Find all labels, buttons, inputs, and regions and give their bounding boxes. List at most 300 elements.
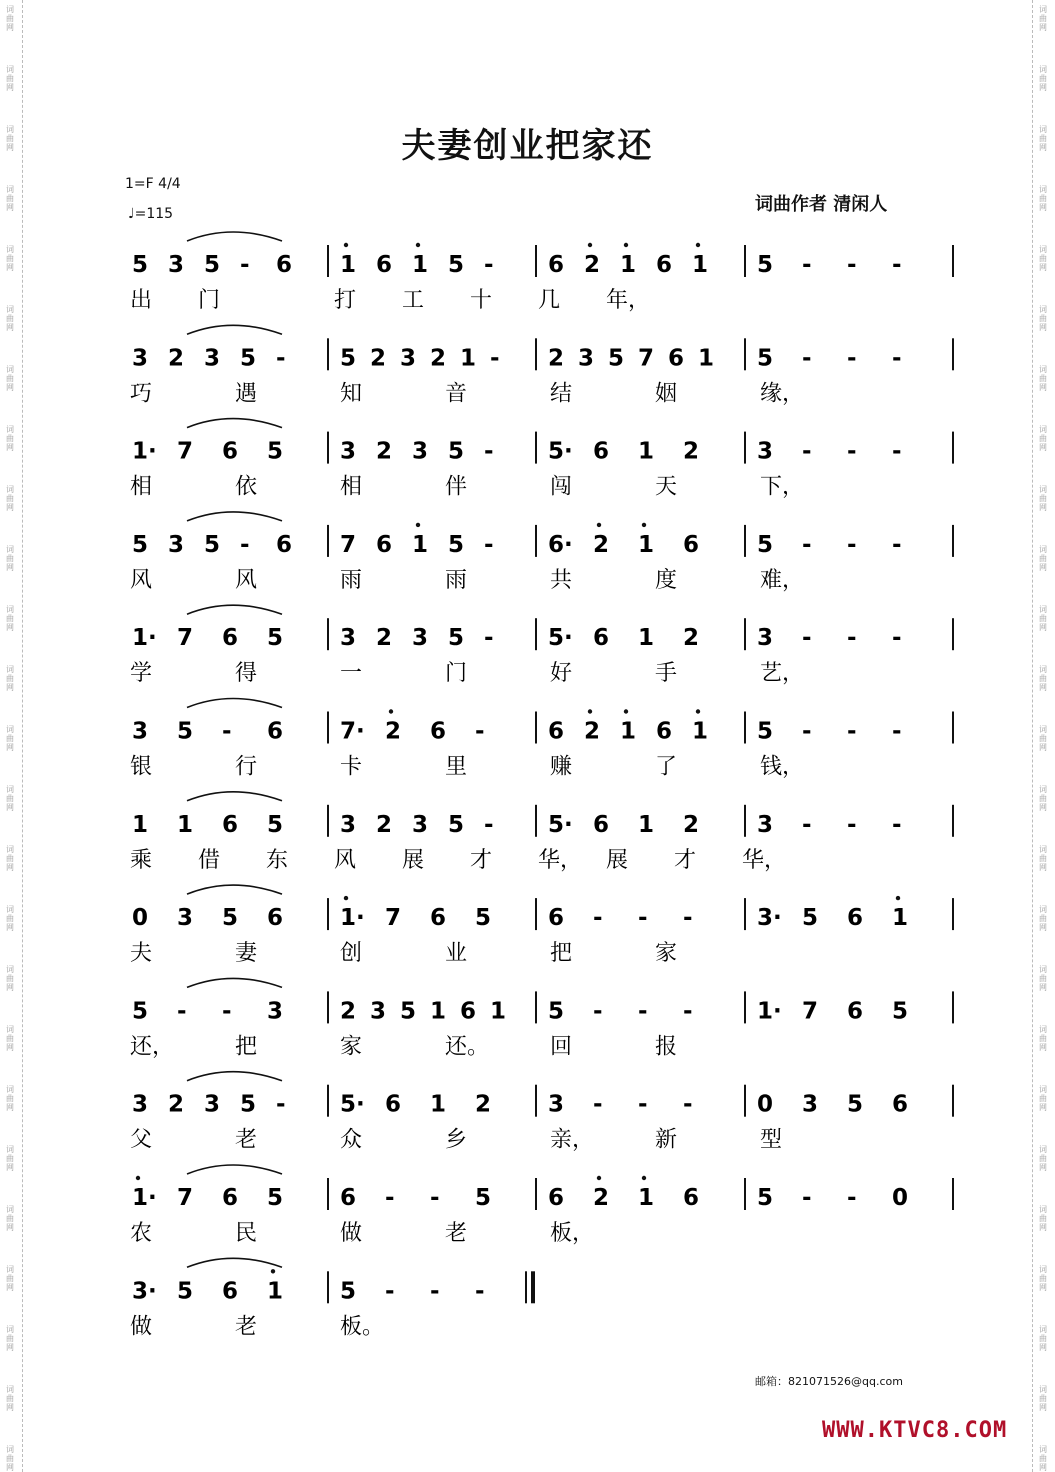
slur [187, 605, 282, 614]
lyric-char: 业 [445, 941, 468, 967]
note: 1 [698, 345, 715, 372]
lyric-char: 巧 [130, 381, 153, 407]
note: 6 [376, 252, 393, 278]
lyric-char: 卡 [340, 754, 363, 780]
lyric-char: 老 [445, 1221, 468, 1246]
note: 6 [593, 811, 610, 838]
note: 6 [430, 718, 447, 745]
lyric-char: 了 [655, 754, 678, 780]
note: 5 [267, 625, 284, 652]
note: 6 [892, 1091, 909, 1118]
lyric-char: 父 [130, 1127, 153, 1153]
watermark-text: 词曲网 [1039, 1445, 1047, 1472]
note: 5 [448, 625, 465, 652]
note: 5 [204, 531, 221, 558]
note: - [276, 1091, 286, 1118]
note: 3 [757, 811, 774, 838]
note: 5· [548, 438, 573, 465]
octave-dot [696, 709, 700, 713]
note: 3 [340, 438, 357, 465]
note: - [802, 811, 812, 838]
note: - [385, 1278, 395, 1305]
note: 3 [204, 1091, 221, 1118]
note: 1 [620, 252, 637, 278]
lyric-char: 回 [550, 1034, 573, 1060]
lyric-char: 度 [655, 567, 678, 593]
watermark-text: 词曲网 [1039, 725, 1047, 752]
lyric-char: 华， [538, 847, 583, 873]
note: 1 [460, 345, 477, 372]
watermark-text: 词曲网 [1039, 1205, 1047, 1232]
note: 3 [757, 625, 774, 652]
lyric-char: 下， [760, 474, 805, 500]
slur [187, 699, 282, 708]
watermark-text: 词曲网 [6, 605, 14, 632]
note: - [847, 438, 857, 465]
email-footer: 邮箱：821071526@qq.com [755, 1375, 903, 1388]
note: 5 [757, 252, 774, 278]
note: - [430, 1185, 440, 1211]
watermark-text: 词曲网 [6, 125, 14, 152]
lyric-char: 才 [674, 847, 697, 873]
note: 6 [276, 531, 293, 558]
note: 1 [638, 1185, 655, 1211]
lyric-char: 风 [235, 567, 258, 593]
note: 6 [548, 1185, 565, 1211]
note: - [222, 998, 232, 1025]
note: - [240, 252, 250, 278]
lyric-char: 东 [266, 847, 289, 873]
note: - [892, 625, 902, 652]
note: - [475, 1278, 485, 1305]
lyric-char: 借 [198, 847, 221, 873]
watermark-text: 词曲网 [1039, 1085, 1047, 1112]
octave-dot [344, 243, 348, 247]
note: - [892, 718, 902, 745]
note: - [802, 252, 812, 278]
note: 1 [892, 905, 909, 932]
watermark-text: 词曲网 [1039, 185, 1047, 212]
watermark-text: 词曲网 [6, 65, 14, 92]
octave-dot [416, 243, 420, 247]
note: 5 [847, 1091, 864, 1118]
lyric-char: 做 [340, 1221, 363, 1246]
note: 0 [757, 1091, 774, 1118]
note: - [484, 625, 494, 652]
lyric-char: 亲， [550, 1127, 595, 1153]
lyric-char: 结 [550, 381, 573, 407]
octave-dot [896, 896, 900, 900]
lyric-char: 工 [402, 288, 425, 313]
note: 5 [548, 998, 565, 1025]
note: 6 [222, 625, 239, 652]
lyric-char: 门 [198, 288, 221, 313]
note: - [484, 438, 494, 465]
watermark-text: 词曲网 [1039, 905, 1047, 932]
note: 5 [448, 438, 465, 465]
note: 5· [548, 811, 573, 838]
lyric-char: 老 [235, 1127, 258, 1153]
note: 3 [412, 811, 429, 838]
note: - [892, 345, 902, 372]
note: 2 [548, 345, 565, 372]
note: 7 [802, 998, 819, 1025]
lyric-char: 妻 [235, 941, 258, 967]
slur [187, 232, 282, 241]
note: - [802, 345, 812, 372]
note: 3 [412, 438, 429, 465]
note: 3 [132, 1091, 149, 1118]
watermark-text: 词曲网 [1039, 365, 1047, 392]
note: 2 [376, 438, 393, 465]
note: 3 [340, 811, 357, 838]
watermark-text: 词曲网 [1039, 1145, 1047, 1172]
lyric-char: 风 [334, 847, 357, 873]
lyric-char: 创 [340, 941, 363, 967]
note: 7 [177, 625, 194, 652]
watermark-text: 词曲网 [6, 5, 14, 32]
lyric-char: 手 [655, 661, 678, 687]
watermark-text: 词曲网 [1039, 665, 1047, 692]
lyric-char: 展 [402, 847, 425, 873]
note: 2 [168, 345, 185, 372]
note: 6 [593, 438, 610, 465]
lyric-char: 钱， [760, 754, 805, 780]
lyric-char: 共 [550, 567, 573, 593]
octave-dot [416, 523, 420, 527]
lyric-char: 风 [130, 567, 153, 593]
note: 3 [204, 345, 221, 372]
note: - [475, 718, 485, 745]
watermark-text: 词曲网 [1039, 605, 1047, 632]
note: 7 [340, 531, 357, 558]
lyric-char: 报 [655, 1034, 678, 1060]
note: 5 [475, 1185, 492, 1211]
note: - [802, 1185, 812, 1211]
note: 6 [683, 531, 700, 558]
lyric-char: 型 [760, 1127, 783, 1153]
watermark-text: 词曲网 [1039, 845, 1047, 872]
note: 5 [240, 1091, 257, 1118]
note: 3 [757, 438, 774, 465]
note: 6 [847, 905, 864, 932]
watermark-text: 词曲网 [6, 1025, 14, 1052]
watermark-text: 词曲网 [1039, 485, 1047, 512]
note: 2 [593, 1185, 610, 1211]
note: 6 [340, 1185, 357, 1211]
note: - [802, 625, 812, 652]
note: 6 [548, 718, 565, 745]
lyric-char: 相 [340, 474, 363, 500]
note: 1· [132, 438, 157, 465]
lyric-char: 板。 [340, 1314, 385, 1340]
note: 1· [132, 625, 157, 652]
lyric-char: 学 [130, 661, 153, 687]
note: 5 [340, 1278, 357, 1305]
note: 1 [490, 998, 507, 1025]
lyric-char: 打 [334, 288, 357, 313]
note: 2 [168, 1091, 185, 1118]
note: - [892, 811, 902, 838]
note: 5 [204, 252, 221, 278]
note: - [638, 998, 648, 1025]
lyric-char: 知 [340, 381, 363, 407]
slur [187, 885, 282, 894]
watermark-text: 词曲网 [1039, 125, 1047, 152]
lyric-char: 板， [550, 1221, 595, 1246]
lyric-char: 依 [235, 474, 258, 500]
lyric-char: 众 [340, 1127, 363, 1153]
note: - [802, 438, 812, 465]
note: 3 [340, 625, 357, 652]
octave-dot [696, 243, 700, 247]
song-title: 夫妻创业把家还 [401, 126, 654, 166]
note: 6 [385, 1091, 402, 1118]
note: 5 [892, 998, 909, 1025]
note: 1 [430, 998, 447, 1025]
note: - [892, 252, 902, 278]
key-text: 1=F [125, 176, 154, 192]
note: 1 [638, 625, 655, 652]
note: 5 [340, 345, 357, 372]
note: 6 [430, 905, 447, 932]
note: 5 [222, 905, 239, 932]
note: - [683, 998, 693, 1025]
watermark-text: 词曲网 [6, 665, 14, 692]
note: 3 [802, 1091, 819, 1118]
slur [187, 1072, 282, 1081]
octave-dot [588, 243, 592, 247]
note: - [847, 625, 857, 652]
note: 6 [276, 252, 293, 278]
note: 2 [683, 811, 700, 838]
lyric-char: 几 [538, 288, 561, 313]
note: 1 [412, 531, 429, 558]
watermark-text: 词曲网 [6, 1385, 14, 1412]
note: 3 [177, 905, 194, 932]
slur [187, 512, 282, 521]
note: 3 [412, 625, 429, 652]
tempo-marking: ♩=115 [128, 206, 174, 222]
lyric-char: 音 [445, 381, 468, 407]
note: - [892, 438, 902, 465]
note: 5 [177, 718, 194, 745]
lyric-char: 门 [445, 661, 468, 687]
slur [187, 1258, 282, 1267]
note: 3 [168, 252, 185, 278]
time-signature: 4/4 [158, 176, 181, 192]
note: 1 [177, 811, 194, 838]
lyric-char: 老 [235, 1314, 258, 1340]
note: 2 [593, 531, 610, 558]
note: 3 [267, 998, 284, 1025]
note: 5 [267, 811, 284, 838]
note: - [484, 252, 494, 278]
lyric-char: 把 [235, 1034, 258, 1060]
note: - [847, 531, 857, 558]
note: 5 [757, 718, 774, 745]
watermark-text: 词曲网 [1039, 965, 1047, 992]
note: 5 [448, 531, 465, 558]
note: 7· [340, 718, 365, 745]
watermark-text: 词曲网 [6, 1145, 14, 1172]
note: 6 [267, 905, 284, 932]
lyric-char: 夫 [130, 941, 153, 967]
octave-dot [642, 523, 646, 527]
watermark-text: 词曲网 [6, 1085, 14, 1112]
note: 2 [683, 438, 700, 465]
note: 5 [608, 345, 625, 372]
note: 3 [578, 345, 595, 372]
octave-dot [344, 896, 348, 900]
note: 5 [757, 1185, 774, 1211]
lyric-char: 缘， [760, 381, 805, 407]
note: 6 [548, 905, 565, 932]
note: 2 [385, 718, 402, 745]
lyric-char: 行 [235, 754, 258, 780]
watermark-text: 词曲网 [6, 365, 14, 392]
note: - [222, 718, 232, 745]
lyric-char: 赚 [550, 754, 573, 780]
note: 5 [802, 905, 819, 932]
slur [187, 978, 282, 987]
lyric-char: 姻 [655, 381, 678, 407]
lyric-char: 乡 [445, 1127, 468, 1153]
octave-dot [624, 709, 628, 713]
lyric-char: 艺， [760, 661, 805, 687]
watermark-text: 词曲网 [6, 1265, 14, 1292]
note: 1 [340, 252, 357, 278]
note: 6 [460, 998, 477, 1025]
watermark-text: 词曲网 [1039, 1025, 1047, 1052]
octave-dot [588, 709, 592, 713]
watermark-text: 词曲网 [1039, 5, 1047, 32]
note: 1 [412, 252, 429, 278]
note: - [240, 531, 250, 558]
note: 6 [376, 531, 393, 558]
note: - [430, 1278, 440, 1305]
note: 1 [430, 1091, 447, 1118]
note: 5 [448, 811, 465, 838]
note: 5 [475, 905, 492, 932]
note: 0 [892, 1185, 909, 1211]
lyric-char: 遇 [235, 381, 258, 407]
note: 6 [593, 625, 610, 652]
note: - [802, 718, 812, 745]
watermark-text: 词曲网 [6, 305, 14, 332]
note: - [847, 252, 857, 278]
note: 1 [692, 718, 709, 745]
lyric-char: 才 [470, 847, 493, 873]
watermark-text: 词曲网 [6, 1445, 14, 1472]
watermark-text: 词曲网 [6, 545, 14, 572]
lyric-char: 华， [742, 847, 787, 873]
lyric-char: 还。 [445, 1034, 490, 1060]
watermark-text: 词曲网 [6, 1325, 14, 1352]
note: - [484, 811, 494, 838]
watermark-text: 词曲网 [6, 245, 14, 272]
note: 1· [340, 905, 365, 932]
note: 3 [548, 1091, 565, 1118]
author-credit: 词曲作者 清闲人 [755, 194, 888, 215]
lyric-char: 乘 [130, 847, 153, 873]
watermark-text: 词曲网 [1039, 425, 1047, 452]
note: 2 [475, 1091, 492, 1118]
note: 3 [370, 998, 387, 1025]
octave-dot [642, 1176, 646, 1180]
lyric-char: 年， [606, 288, 651, 313]
note: 6 [847, 998, 864, 1025]
note: 1 [267, 1278, 284, 1305]
lyric-char: 民 [235, 1221, 258, 1246]
lyric-char: 新 [655, 1127, 678, 1153]
note: 6 [222, 1185, 239, 1211]
lyric-char: 把 [550, 941, 573, 967]
note: - [593, 905, 603, 932]
note: 6 [668, 345, 685, 372]
note: 1 [132, 811, 149, 838]
note: - [847, 811, 857, 838]
slur [187, 792, 282, 801]
note: 5 [132, 252, 149, 278]
watermark-text: 词曲网 [1039, 1385, 1047, 1412]
note: 6 [222, 438, 239, 465]
note: 1 [638, 531, 655, 558]
watermark-text: 词曲网 [6, 485, 14, 512]
note: 6· [548, 531, 573, 558]
note: 3· [757, 905, 782, 932]
lyric-char: 难， [760, 567, 805, 593]
note: 5 [757, 345, 774, 372]
lyric-char: 好 [550, 661, 573, 687]
note: - [683, 1091, 693, 1118]
note: 1· [132, 1185, 157, 1211]
lyric-char: 家 [655, 941, 678, 967]
slur [187, 419, 282, 428]
watermark-text: 词曲网 [6, 965, 14, 992]
note: 5 [177, 1278, 194, 1305]
lyric-char: 家 [340, 1034, 363, 1060]
watermark-text: 词曲网 [6, 185, 14, 212]
note: - [847, 1185, 857, 1211]
lyric-char: 天 [655, 474, 678, 500]
lyric-char: 银 [130, 754, 153, 780]
octave-dot [389, 709, 393, 713]
note: 3 [132, 718, 149, 745]
note: 6 [222, 1278, 239, 1305]
lyric-char: 出 [130, 288, 153, 313]
watermark-text: 词曲网 [1039, 65, 1047, 92]
octave-dot [597, 523, 601, 527]
watermark-text: 词曲网 [6, 845, 14, 872]
note: 3· [132, 1278, 157, 1305]
note: 1 [692, 252, 709, 278]
note: - [177, 998, 187, 1025]
note: 6 [656, 252, 673, 278]
lyric-char: 一 [340, 661, 363, 687]
note: - [847, 345, 857, 372]
slur [187, 325, 282, 334]
note: 1 [638, 438, 655, 465]
lyric-char: 农 [130, 1221, 153, 1246]
note: 3 [168, 531, 185, 558]
octave-dot [136, 1176, 140, 1180]
note: 5 [267, 1185, 284, 1211]
watermark-text: 词曲网 [6, 425, 14, 452]
note: 1 [638, 811, 655, 838]
note: - [802, 531, 812, 558]
octave-dot [624, 243, 628, 247]
